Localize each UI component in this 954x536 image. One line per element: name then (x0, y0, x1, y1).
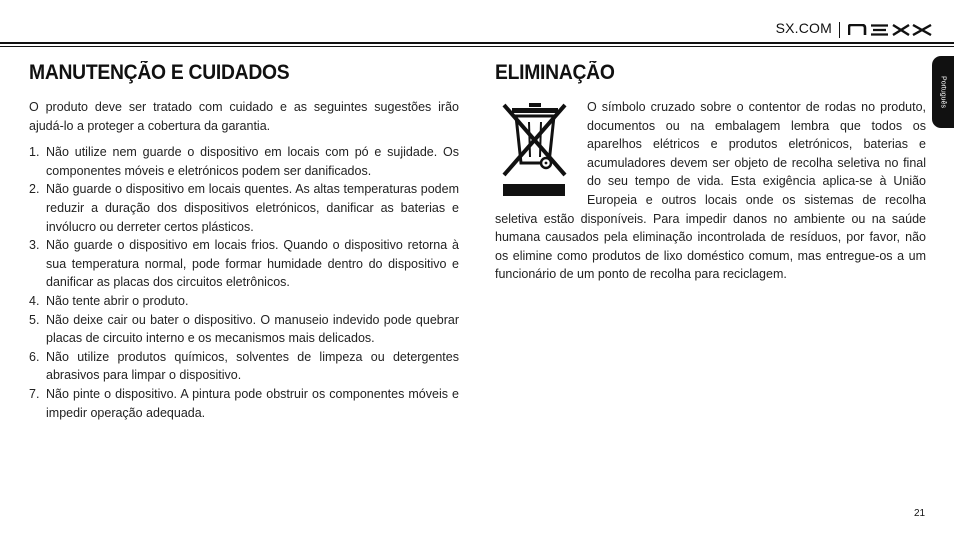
header-rule-thin (0, 46, 954, 47)
disposal-title: ELIMINAÇÃO (495, 61, 615, 84)
site-url: SX.COM (775, 20, 832, 36)
maintenance-title: MANUTENÇÃO E CUIDADOS (29, 61, 290, 84)
disposal-paragraph: O símbolo cruzado sobre o contentor de rodas no produto, documentos ou na embalagem lembra que todos os aparelhos elétricos e produtos eletrónicos, baterias e acumuladores devem ser objeto de recolha seletiva no final do seu tempo de vida. Esta exigência aplica-se à União Europeia e outros locais onde os sistemas de recolha seletiva estão disponíveis. Para impedir danos no ambiente ou na saúde humana causados pela eliminação incontrolada de resíduos, por favor, não os elimine como produtos de lixo doméstico comum, mas entregue-os a um funcionário de um ponto de recolha para reciclagem. (495, 100, 926, 282)
list-item: 3. Não guarde o dispositivo em locais frios. Quando o dispositivo retorna à sua temperatura normal, pode formar humidade dentro do dispositivo e danificar as placas dos circuitos eletrônicos. (29, 238, 459, 290)
list-item: 2. Não guarde o dispositivo em locais quentes. As altas temperaturas podem reduzir a duração dos dispositivos eletrónicos, danificar as baterias e invólucro ou derreter certos plásticos. (29, 182, 459, 234)
maintenance-list (29, 143, 459, 422)
nexx-logo (848, 24, 932, 36)
header-separator (839, 22, 840, 38)
list-item: 5. Não deixe cair ou bater o dispositivo. O manuseio indevido pode quebrar placas de circuito interno e os mecanismos mais delicados. (29, 312, 459, 346)
language-tab-label: Português (939, 76, 947, 108)
header-rule-thick (0, 42, 954, 44)
page-number: 21 (914, 508, 926, 519)
maintenance-intro: O produto deve ser tratado com cuidado e as seguintes sugestões irão ajudá-lo a proteger a cobertura da garantia. (29, 100, 459, 133)
list-item: 7. Não pinte o dispositivo. A pintura pode obstruir os componentes móveis e impedir operação adequada. (29, 386, 459, 420)
maintenance-section (29, 98, 459, 422)
crossed-out-wheelie-bin-icon (499, 100, 571, 202)
list-item: 4. Não tente abrir o produto. (29, 293, 189, 308)
language-tab (932, 56, 954, 128)
list-item: 6. Não utilize produtos químicos, solventes de limpeza ou detergentes abrasivos para limpar o dispositivo. (29, 349, 459, 383)
disposal-section (495, 98, 926, 284)
page-header (0, 0, 954, 46)
list-item: 1. Não utilize nem guarde o dispositivo em locais com pó e sujidade. Os componentes móveis e eletrónicos podem ser danificados. (29, 145, 459, 178)
